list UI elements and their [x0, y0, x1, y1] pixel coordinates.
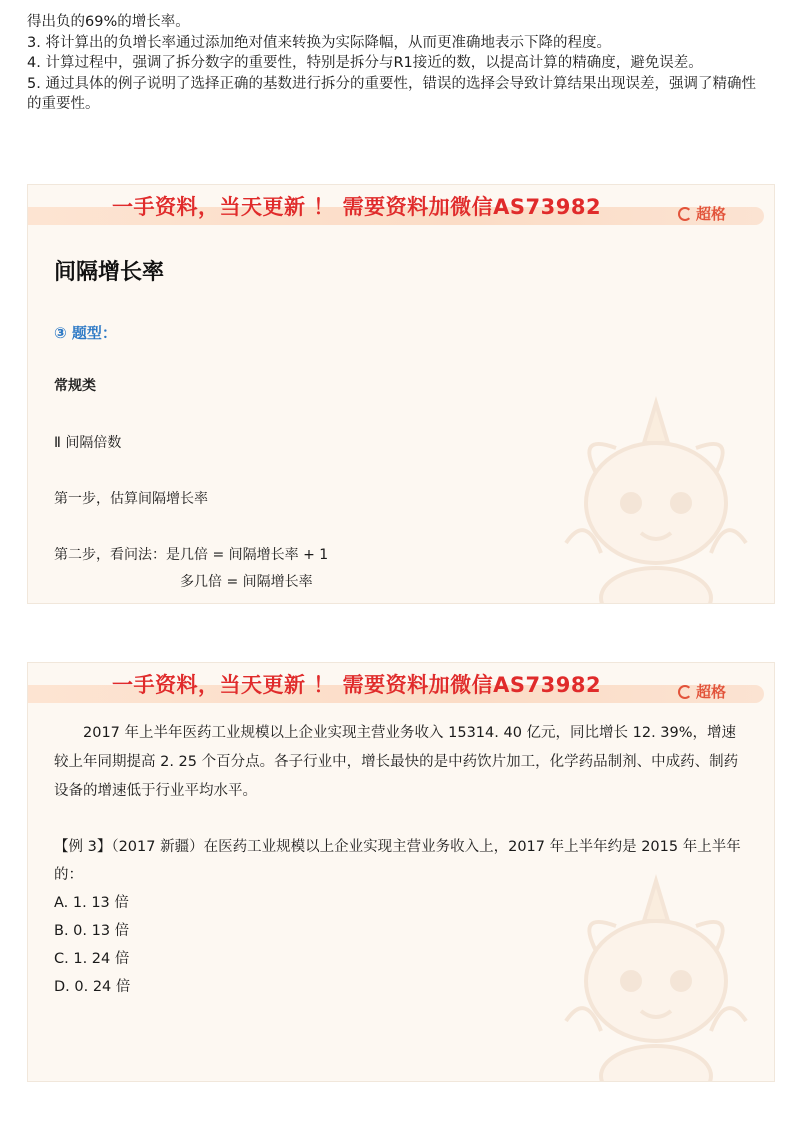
promo-banner-text: 一手资料，当天更新 ！ 需要资料加微信AS73982 [112, 195, 602, 219]
intro-line: 3. 将计算出的负增长率通过添加绝对值来转换为实际降幅，从而更准确地表示下降的程度。 [27, 34, 611, 51]
brand-g-icon [678, 685, 692, 699]
intro-line: 5. 通过具体的例子说明了选择正确的基数进行拆分的重要性，错误的选择会导致计算结果出现误差，强调了精确性的重要性。 [27, 75, 756, 112]
step-two-continued: 多几倍 = 间隔增长率 [180, 574, 313, 590]
brand-name: 超格 [695, 205, 726, 223]
intro-text [27, 12, 767, 115]
promo-banner-text: 一手资料，当天更新 ！ 需要资料加微信AS73982 [112, 673, 602, 697]
intro-line: 得出负的69%的增长率。 [27, 14, 190, 30]
unicorn-mascot-watermark-icon [556, 393, 756, 604]
section-title: 间隔增长率 [54, 260, 165, 285]
promo-banner [28, 185, 774, 233]
option-c: C. 1. 24 倍 [54, 951, 130, 967]
promo-banner [28, 663, 774, 711]
slide-card-example [27, 662, 775, 1082]
question-type-label: ③ 题型： [54, 324, 117, 342]
context-paragraph-text: 2017 年上半年医药工业规模以上企业实现主营业务收入 15314. 40 亿元，同比增长 12. 39%，增速较上年同期提高 2. 25 个百分点。各子行业中，增长最快的是中药饮片加工，化学药品制剂、中成药、制药设备的增速低于行业平均水平。 [54, 725, 739, 799]
context-paragraph [54, 719, 750, 806]
step-one: 第一步，估算间隔增长率 [54, 491, 208, 507]
option-b: B. 0. 13 倍 [54, 923, 130, 939]
step-two: 第二步，看问法：是几倍 = 间隔增长率 + 1 [54, 547, 329, 563]
category-label: 常规类 [54, 378, 96, 394]
intro-line: 4. 计算过程中，强调了拆分数字的重要性，特别是拆分与R1接近的数，以提高计算的精确度，避免误差。 [27, 55, 703, 71]
subhead-interval-multiple: Ⅱ 间隔倍数 [54, 435, 122, 451]
option-a: A. 1. 13 倍 [54, 895, 129, 911]
option-d: D. 0. 24 倍 [54, 979, 131, 995]
slide-card-interval-growth [27, 184, 775, 604]
brand-name: 超格 [695, 683, 726, 701]
question-stem: 【例 3】（2017 新疆）在医药工业规模以上企业实现主营业务收入上，2017 年上半年约是 2015 年上半年的： [54, 839, 741, 883]
brand-logo [678, 681, 726, 702]
brand-g-icon [678, 207, 692, 221]
example-question [54, 833, 750, 1001]
brand-logo [678, 203, 726, 224]
